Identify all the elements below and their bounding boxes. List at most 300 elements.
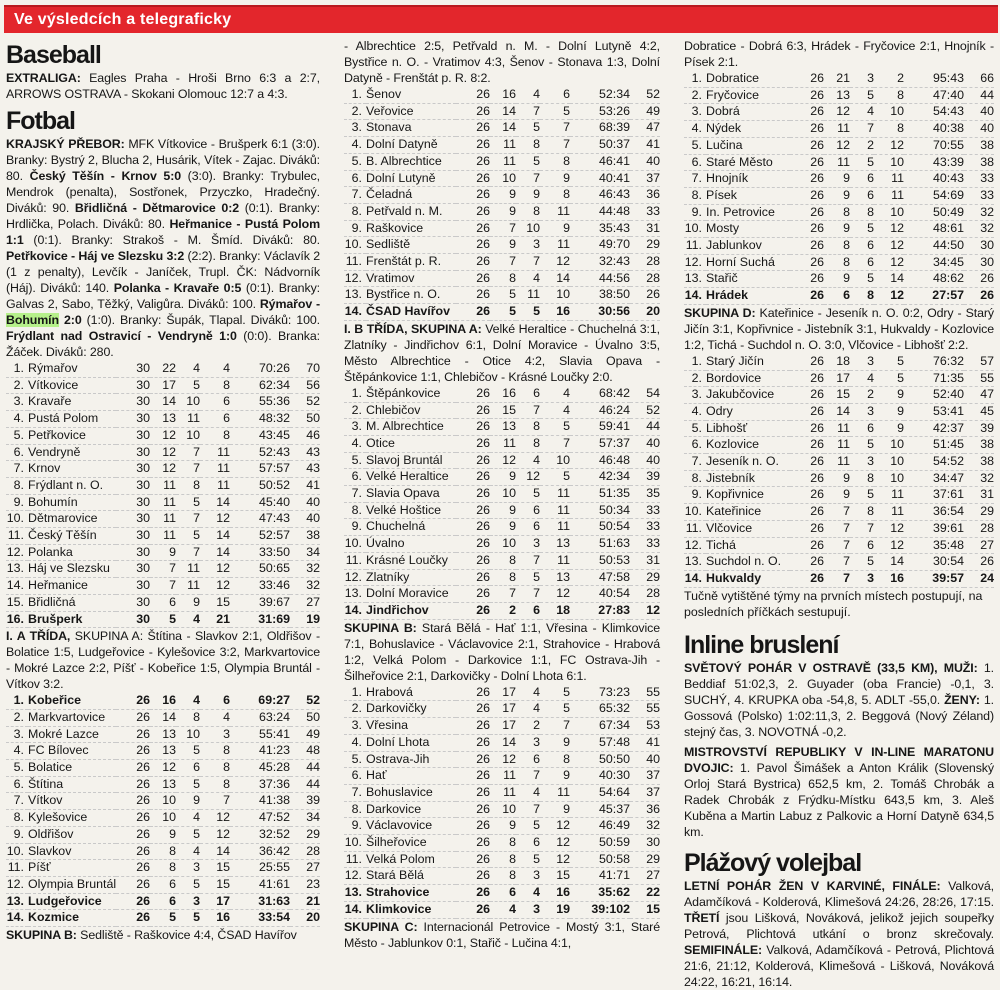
draws-cell: 4 xyxy=(516,784,540,801)
wins-cell: 12 xyxy=(150,760,176,777)
points-cell: 53 xyxy=(630,718,660,735)
text-run: (0:1). Branky: Strakoš - M. Šmíd. Diváků: 80. xyxy=(23,233,320,247)
score-cell: 37:36 xyxy=(230,776,290,793)
draws-cell: 5 xyxy=(850,271,874,288)
losses-cell: 10 xyxy=(874,470,904,487)
standings-row xyxy=(6,760,320,777)
rank-cell: 7. xyxy=(344,486,366,503)
draws-cell: 5 xyxy=(850,87,874,104)
draws-cell: 10 xyxy=(176,427,200,444)
played-cell: 30 xyxy=(116,361,150,377)
team-cell: In. Petrovice xyxy=(706,204,790,221)
losses-cell: 7 xyxy=(540,718,570,735)
points-cell: 55 xyxy=(964,370,994,387)
losses-cell: 15 xyxy=(540,868,570,885)
standings-row xyxy=(684,137,994,154)
draws-cell: 8 xyxy=(516,419,540,436)
points-cell: 52 xyxy=(290,394,320,411)
ib-skupina-a-table xyxy=(344,386,660,620)
standings-row xyxy=(6,494,320,511)
draws-cell: 3 xyxy=(516,868,540,885)
text-run: KRAJSKÝ PŘEBOR: xyxy=(6,137,129,151)
standings-row xyxy=(6,776,320,793)
points-cell: 32 xyxy=(290,561,320,578)
losses-cell: 9 xyxy=(540,220,570,237)
team-cell: M. Albrechtice xyxy=(366,419,456,436)
standings-row xyxy=(344,419,660,436)
draws-cell: 8 xyxy=(176,709,200,726)
draws-cell: 6 xyxy=(850,171,874,188)
rank-cell: 5. xyxy=(6,760,28,777)
text-run: (0:1). Branky: Galvas 2, Sabo, Těžký, Valigůra. Diváků: 100. xyxy=(6,281,321,311)
points-cell: 31 xyxy=(964,487,994,504)
played-cell: 26 xyxy=(456,734,490,751)
points-cell: 44 xyxy=(290,760,320,777)
rank-cell: 13. xyxy=(344,287,366,304)
played-cell: 26 xyxy=(456,304,490,321)
standings-row xyxy=(684,288,994,305)
score-cell: 53:41 xyxy=(904,403,964,420)
score-cell: 95:43 xyxy=(904,71,964,87)
rank-cell: 12. xyxy=(684,537,706,554)
team-cell: Slavia Opava xyxy=(366,486,456,503)
played-cell: 26 xyxy=(116,810,150,827)
score-cell: 27:83 xyxy=(570,602,630,619)
points-cell: 35 xyxy=(630,486,660,503)
score-cell: 44:56 xyxy=(570,270,630,287)
losses-cell: 8 xyxy=(200,776,230,793)
draws-cell: 11 xyxy=(516,287,540,304)
rank-cell: 3. xyxy=(684,104,706,121)
rank-cell: 3. xyxy=(6,394,28,411)
rank-cell: 10. xyxy=(344,536,366,553)
losses-cell: 8 xyxy=(874,87,904,104)
rank-cell: 14. xyxy=(6,910,28,927)
score-cell: 71:35 xyxy=(904,370,964,387)
losses-cell: 12 xyxy=(874,288,904,305)
draws-cell: 7 xyxy=(516,254,540,271)
rank-cell: 13. xyxy=(684,554,706,571)
score-cell: 36:54 xyxy=(904,504,964,521)
wins-cell: 11 xyxy=(150,494,176,511)
losses-cell: 10 xyxy=(874,154,904,171)
points-cell: 19 xyxy=(290,611,320,628)
rank-cell: 4. xyxy=(344,734,366,751)
rank-cell: 11. xyxy=(344,254,366,271)
points-cell: 49 xyxy=(630,103,660,120)
points-cell: 45 xyxy=(964,403,994,420)
points-cell: 39 xyxy=(964,420,994,437)
wins-cell: 14 xyxy=(490,103,516,120)
team-cell: Petřvald n. M. xyxy=(366,203,456,220)
team-cell: Štěpánkovice xyxy=(366,386,456,402)
text-run: MFK Vítkovice - Brušperk 6:1 (3:0). Branky: Bystrý 2, Blucha 2, Husárik, Vítek - Zajac. Diváků: 80. xyxy=(6,137,320,183)
rank-cell: 6. xyxy=(6,776,28,793)
promotion-note: Tučně vytištěné týmy na prvních místech postupují, na posledních příčkách sestupují. xyxy=(684,588,983,619)
text-run: Valková, Adamčíková - Petrová, Plichtová 21:6, 21:12, Kolderová, Klimešová - Lišková, Nováková 24:22, 16:21, 16:14. xyxy=(684,942,994,989)
wins-cell: 7 xyxy=(150,578,176,595)
score-cell: 30:54 xyxy=(904,554,964,571)
losses-cell: 9 xyxy=(874,387,904,404)
losses-cell: 11 xyxy=(540,519,570,536)
losses-cell: 16 xyxy=(874,570,904,587)
standings-row xyxy=(344,835,660,852)
standings-row xyxy=(344,751,660,768)
draws-cell: 7 xyxy=(516,103,540,120)
played-cell: 26 xyxy=(116,793,150,810)
text-run: Heřmanice - Pustá Polom 1:1 xyxy=(6,217,320,247)
team-cell: Ostrava-Jih xyxy=(366,751,456,768)
played-cell: 26 xyxy=(790,238,824,255)
team-cell: Slavoj Bruntál xyxy=(366,452,456,469)
wins-cell: 9 xyxy=(490,469,516,486)
wins-cell: 17 xyxy=(824,370,850,387)
score-cell: 50:50 xyxy=(570,751,630,768)
standings-row xyxy=(344,170,660,187)
losses-cell: 12 xyxy=(200,810,230,827)
wins-cell: 8 xyxy=(490,835,516,852)
draws-cell: 7 xyxy=(176,544,200,561)
text-run: 2:0 xyxy=(58,313,82,327)
wins-cell: 11 xyxy=(824,420,850,437)
standings-row xyxy=(344,818,660,835)
volejbal-heading: Plážový volejbal xyxy=(684,848,862,877)
standings-row xyxy=(6,561,320,578)
losses-cell: 11 xyxy=(874,187,904,204)
draws-cell: 11 xyxy=(176,578,200,595)
losses-cell: 12 xyxy=(540,818,570,835)
team-cell: Vlčovice xyxy=(706,520,790,537)
team-cell: Krásné Loučky xyxy=(366,552,456,569)
team-cell: Sedliště xyxy=(366,237,456,254)
draws-cell: 5 xyxy=(516,818,540,835)
score-cell: 51:35 xyxy=(570,486,630,503)
score-cell: 44:50 xyxy=(904,238,964,255)
played-cell: 26 xyxy=(456,835,490,852)
wins-cell: 9 xyxy=(490,237,516,254)
draws-cell: 5 xyxy=(516,304,540,321)
draws-cell: 5 xyxy=(850,487,874,504)
rank-cell: 15. xyxy=(6,594,28,611)
wins-cell: 6 xyxy=(150,594,176,611)
draws-cell: 5 xyxy=(176,528,200,545)
played-cell: 26 xyxy=(456,885,490,902)
rank-cell: 2. xyxy=(344,103,366,120)
losses-cell: 6 xyxy=(540,87,570,103)
standings-row xyxy=(6,709,320,726)
wins-cell: 8 xyxy=(490,868,516,885)
rank-cell: 10. xyxy=(684,221,706,238)
team-cell: Vítkovice xyxy=(28,377,116,394)
team-cell: Frenštát p. R. xyxy=(366,254,456,271)
points-cell: 28 xyxy=(630,586,660,603)
inline-world-cup-results xyxy=(684,660,994,740)
score-cell: 54:52 xyxy=(904,454,964,471)
losses-cell: 5 xyxy=(540,685,570,701)
losses-cell: 14 xyxy=(874,271,904,288)
losses-cell: 12 xyxy=(200,511,230,528)
ib-continued-results: - Albrechtice 2:5, Petřvald n. M. - Dolní Lutyně 4:2, Bystřice n. O. - Vratimov 4:3, Šenov - Stonava 1:3, Dolní Datyně - Frenštát p. R. 8:2. xyxy=(344,39,660,85)
standings-row xyxy=(6,361,320,377)
draws-cell: 4 xyxy=(516,701,540,718)
standings-row xyxy=(6,511,320,528)
score-cell: 47:40 xyxy=(904,87,964,104)
points-cell: 27 xyxy=(630,868,660,885)
losses-cell: 11 xyxy=(200,444,230,461)
score-cell: 57:57 xyxy=(230,461,290,478)
rank-cell: 3. xyxy=(684,387,706,404)
rank-cell: 13. xyxy=(6,561,28,578)
standings-row xyxy=(6,860,320,877)
standings-row xyxy=(344,718,660,735)
losses-cell: 12 xyxy=(874,137,904,154)
played-cell: 30 xyxy=(116,528,150,545)
score-cell: 35:62 xyxy=(570,885,630,902)
points-cell: 20 xyxy=(630,304,660,321)
standings-row xyxy=(344,103,660,120)
wins-cell: 4 xyxy=(490,901,516,918)
text-run: Internacionál Petrovice - Mostý 3:1, Staré Město - Jablunkov 0:1, Stařič - Lučina 4:1, xyxy=(344,919,660,950)
rank-cell: 5. xyxy=(684,420,706,437)
points-cell: 32 xyxy=(964,221,994,238)
text-run: Sedliště - Raškovice 4:4, ČSAD Havířov xyxy=(80,928,297,943)
standings-row xyxy=(344,187,660,204)
rank-cell: 7. xyxy=(6,461,28,478)
wins-cell: 14 xyxy=(490,120,516,137)
text-run: Kateřinice - Jeseník n. O. 0:2, Odry - Starý Jičín 3:1, Kopřivnice - Jistebník 3:1, Hukvaldy - Kozlovice 1:2, Tichá - Suchdol n. O. 3:0, Vlčovice - Libhošť 2:2. xyxy=(684,305,995,352)
points-cell: 21 xyxy=(290,893,320,910)
wins-cell: 6 xyxy=(824,288,850,305)
played-cell: 26 xyxy=(456,203,490,220)
team-cell: Petřkovice xyxy=(28,427,116,444)
points-cell: 55 xyxy=(630,685,660,701)
draws-cell: 3 xyxy=(176,893,200,910)
team-cell: B. Albrechtice xyxy=(366,153,456,170)
played-cell: 30 xyxy=(116,578,150,595)
points-cell: 41 xyxy=(630,734,660,751)
text-run: SEMIFINÁLE: xyxy=(684,942,763,957)
losses-cell: 5 xyxy=(540,419,570,436)
score-cell: 52:40 xyxy=(904,387,964,404)
draws-cell: 12 xyxy=(516,469,540,486)
played-cell: 26 xyxy=(456,486,490,503)
rank-cell: 9. xyxy=(6,826,28,843)
draws-cell: 5 xyxy=(850,221,874,238)
wins-cell: 8 xyxy=(490,270,516,287)
wins-cell: 13 xyxy=(150,726,176,743)
points-cell: 29 xyxy=(630,237,660,254)
points-cell: 56 xyxy=(290,377,320,394)
losses-cell: 5 xyxy=(874,370,904,387)
standings-row xyxy=(344,586,660,603)
rank-cell: 1. xyxy=(344,386,366,402)
standings-row xyxy=(684,87,994,104)
standings-row xyxy=(344,851,660,868)
wins-cell: 9 xyxy=(824,470,850,487)
played-cell: 26 xyxy=(456,851,490,868)
losses-cell: 3 xyxy=(200,726,230,743)
wins-cell: 12 xyxy=(490,751,516,768)
losses-cell: 12 xyxy=(200,578,230,595)
draws-cell: 5 xyxy=(850,154,874,171)
team-cell: Krnov xyxy=(28,461,116,478)
wins-cell: 12 xyxy=(150,444,176,461)
standings-row xyxy=(684,537,994,554)
team-cell: Mosty xyxy=(706,221,790,238)
points-cell: 32 xyxy=(630,818,660,835)
text-run: SKUPINA D: xyxy=(684,305,760,320)
losses-cell: 10 xyxy=(874,204,904,221)
team-cell: Slavkov xyxy=(28,843,116,860)
draws-cell: 5 xyxy=(850,437,874,454)
wins-cell: 15 xyxy=(490,402,516,419)
draws-cell: 7 xyxy=(850,121,874,138)
wins-cell: 17 xyxy=(490,685,516,701)
rank-cell: 5. xyxy=(344,452,366,469)
rank-cell: 8. xyxy=(344,502,366,519)
rank-cell: 13. xyxy=(344,885,366,902)
text-run: Velké Heraltice - Chuchelná 3:1, Zlatníky - Jindřichov 6:1, Dolní Moravice - Úvalno 3:5, Město Albrechtice - Otice 4:2, Slavia Opava - Štěpánkovice 1:1, Chlebičov - Krásné Loučky 2:0. xyxy=(344,321,660,384)
rank-cell: 9. xyxy=(6,494,28,511)
played-cell: 26 xyxy=(790,403,824,420)
draws-cell: 3 xyxy=(516,237,540,254)
draws-cell: 7 xyxy=(516,768,540,785)
ia-skupina-b-table xyxy=(344,87,660,321)
text-run: (1:0). Branky: Šupák, Tlapal. Diváků: 100. xyxy=(81,313,320,327)
played-cell: 26 xyxy=(456,519,490,536)
team-cell: Brušperk xyxy=(28,611,116,628)
draws-cell: 4 xyxy=(516,452,540,469)
standings-row xyxy=(684,387,994,404)
losses-cell: 6 xyxy=(200,693,230,709)
text-run: Český Těšín - Krnov 5:0 xyxy=(29,169,182,183)
standings-row xyxy=(344,237,660,254)
draws-cell: 9 xyxy=(516,187,540,204)
standings-row xyxy=(684,570,994,587)
team-cell: Dolní Lutyně xyxy=(366,170,456,187)
draws-cell: 4 xyxy=(516,87,540,103)
rank-cell: 10. xyxy=(344,237,366,254)
team-cell: Klimkovice xyxy=(366,901,456,918)
draws-cell: 4 xyxy=(176,361,200,377)
draws-cell: 10 xyxy=(176,726,200,743)
played-cell: 30 xyxy=(116,394,150,411)
draws-cell: 5 xyxy=(516,120,540,137)
wins-cell: 13 xyxy=(490,419,516,436)
points-cell: 66 xyxy=(964,71,994,87)
score-cell: 50:65 xyxy=(230,561,290,578)
team-cell: Chuchelná xyxy=(366,519,456,536)
rank-cell: 13. xyxy=(684,271,706,288)
rank-cell: 3. xyxy=(344,120,366,137)
standings-row xyxy=(684,487,994,504)
draws-cell: 6 xyxy=(850,187,874,204)
played-cell: 30 xyxy=(116,444,150,461)
text-run: MISTROVSTVÍ REPUBLIKY V IN-LINE MARATONU DVOJIC: xyxy=(684,744,994,775)
standings-row xyxy=(684,470,994,487)
score-cell: 69:27 xyxy=(230,693,290,709)
team-cell: Kateřinice xyxy=(706,504,790,521)
team-cell: Bohuslavice xyxy=(366,784,456,801)
team-cell: Dolní Moravice xyxy=(366,586,456,603)
wins-cell: 13 xyxy=(824,87,850,104)
points-cell: 28 xyxy=(630,270,660,287)
score-cell: 50:54 xyxy=(570,519,630,536)
draws-cell: 4 xyxy=(516,270,540,287)
wins-cell: 12 xyxy=(824,104,850,121)
standings-row xyxy=(344,569,660,586)
points-cell: 27 xyxy=(290,860,320,877)
played-cell: 26 xyxy=(456,502,490,519)
points-cell: 15 xyxy=(630,901,660,918)
losses-cell: 13 xyxy=(540,536,570,553)
team-cell: Horní Suchá xyxy=(706,254,790,271)
score-cell: 34:47 xyxy=(904,470,964,487)
points-cell: 27 xyxy=(290,594,320,611)
losses-cell: 12 xyxy=(874,238,904,255)
points-cell: 48 xyxy=(290,743,320,760)
score-cell: 39:61 xyxy=(904,520,964,537)
draws-cell: 3 xyxy=(176,860,200,877)
ib-skupina-b-results xyxy=(344,620,660,684)
played-cell: 30 xyxy=(116,411,150,428)
rank-cell: 2. xyxy=(6,709,28,726)
team-cell: Kobeřice xyxy=(28,693,116,709)
rank-cell: 6. xyxy=(344,469,366,486)
wins-cell: 12 xyxy=(150,427,176,444)
team-cell: Bolatice xyxy=(28,760,116,777)
points-cell: 43 xyxy=(290,461,320,478)
inline-marathon-results xyxy=(684,744,994,840)
rank-cell: 8. xyxy=(344,203,366,220)
losses-cell: 11 xyxy=(540,784,570,801)
rank-cell: 8. xyxy=(6,477,28,494)
score-cell: 31:69 xyxy=(230,611,290,628)
team-cell: Veřovice xyxy=(366,103,456,120)
standings-row xyxy=(684,554,994,571)
rank-cell: 11. xyxy=(344,552,366,569)
rank-cell: 14. xyxy=(344,304,366,321)
score-cell: 68:42 xyxy=(570,386,630,402)
score-cell: 40:38 xyxy=(904,121,964,138)
team-cell: Dolní Datyně xyxy=(366,137,456,154)
wins-cell: 12 xyxy=(824,137,850,154)
wins-cell: 16 xyxy=(490,87,516,103)
draws-cell: 7 xyxy=(176,461,200,478)
draws-cell: 6 xyxy=(850,537,874,554)
losses-cell: 11 xyxy=(874,171,904,188)
team-cell: Markvartovice xyxy=(28,709,116,726)
wins-cell: 8 xyxy=(490,851,516,868)
highlighted-team: Bohumín xyxy=(6,313,59,327)
draws-cell: 6 xyxy=(850,254,874,271)
draws-cell: 5 xyxy=(516,153,540,170)
losses-cell: 19 xyxy=(540,901,570,918)
points-cell: 70 xyxy=(290,361,320,377)
team-cell: Vřesina xyxy=(366,718,456,735)
wins-cell: 9 xyxy=(824,171,850,188)
draws-cell: 3 xyxy=(516,536,540,553)
standings-row xyxy=(344,784,660,801)
team-cell: Šenov xyxy=(366,87,456,103)
rank-cell: 5. xyxy=(684,137,706,154)
wins-cell: 11 xyxy=(150,477,176,494)
team-cell: Jakubčovice xyxy=(706,387,790,404)
team-cell: Chlebičov xyxy=(366,402,456,419)
wins-cell: 11 xyxy=(490,784,516,801)
score-cell: 39:67 xyxy=(230,594,290,611)
draws-cell: 4 xyxy=(176,843,200,860)
